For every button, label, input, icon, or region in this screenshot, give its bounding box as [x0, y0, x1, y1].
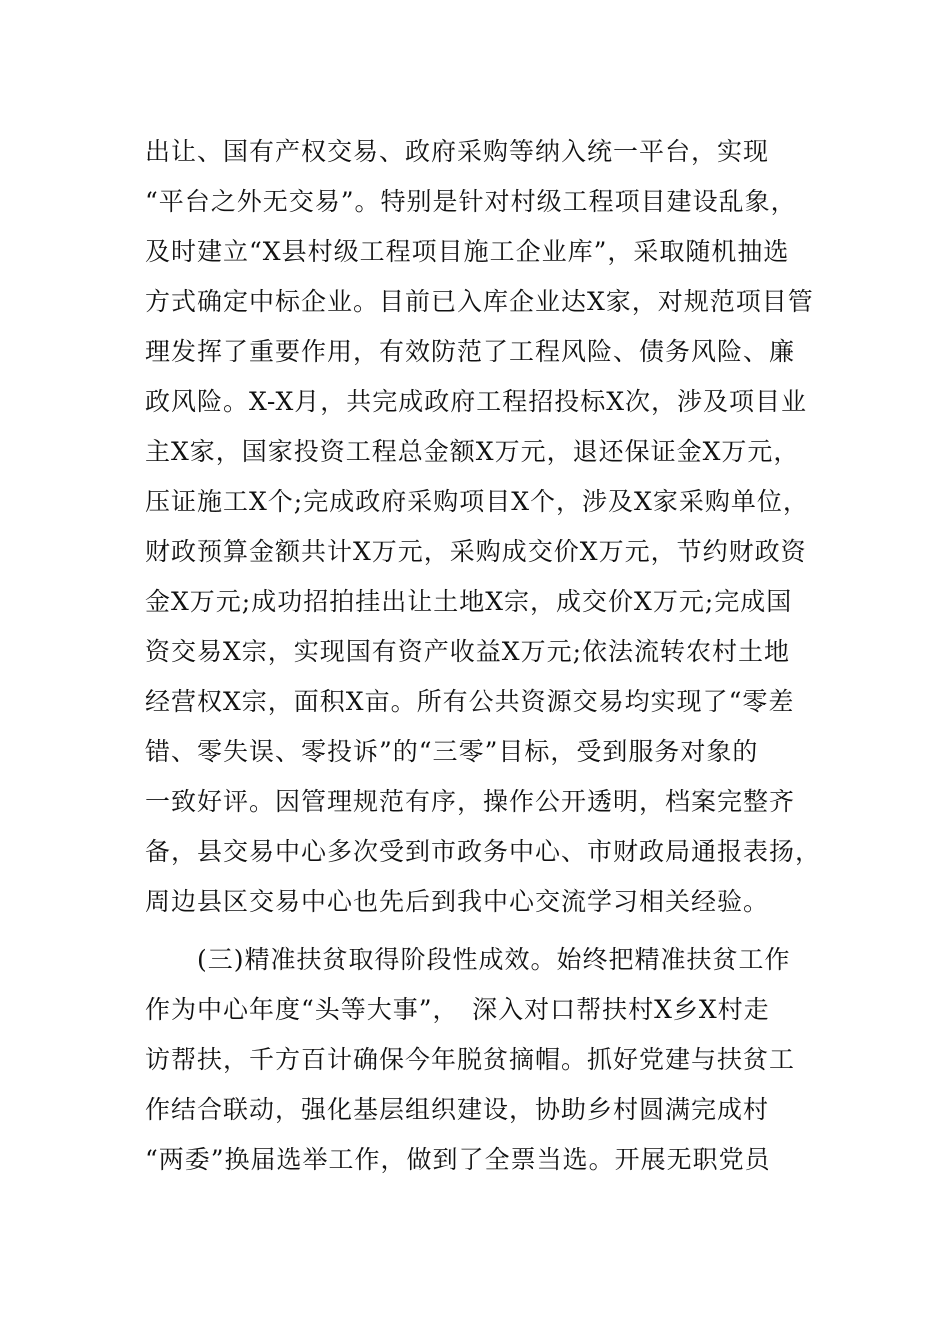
- text-line: 一致好评。因管理规范有序，操作公开透明，档案完整齐: [145, 787, 796, 816]
- text-line: 备，县交易中心多次受到市政务中心、市财政局通报表扬，: [145, 837, 822, 866]
- text-line: 及时建立“X县村级工程项目施工企业库”，采取随机抽选: [145, 237, 790, 266]
- text-line: 理发挥了重要作用，有效防范了工程风险、债务风险、廉: [145, 337, 796, 366]
- text-line: 作结合联动，强化基层组织建设，协助乡村圆满完成村: [145, 1095, 770, 1124]
- text-line: 周边县区交易中心也先后到我中心交流学习相关经验。: [145, 887, 770, 916]
- section-heading-line: (三)精准扶贫取得阶段性成效。始终把精准扶贫工作: [145, 945, 791, 974]
- text-line: 主X家，国家投资工程总金额X万元，退还保证金X万元，: [145, 437, 800, 466]
- text-line: 错、零失误、零投诉”的“三零”目标，受到服务对象的: [145, 737, 759, 766]
- text-line: 经营权X宗，面积X亩。所有公共资源交易均实现了“零差: [145, 687, 795, 716]
- text-line: 方式确定中标企业。目前已入库企业达X家，对规范项目管: [145, 287, 814, 316]
- text-line: “平台之外无交易”。特别是针对村级工程项目建设乱象，: [145, 187, 797, 216]
- text-line: 金X万元;成功招拍挂出让土地X宗，成交价X万元;完成国: [145, 587, 793, 616]
- text-line: 政风险。X-X月，共完成政府工程招投标X次，涉及项目业: [145, 387, 808, 416]
- text-line: 出让、国有产权交易、政府采购等纳入统一平台，实现: [145, 137, 770, 166]
- text-line: “两委”换届选举工作，做到了全票当选。开展无职党员: [145, 1145, 771, 1174]
- text-line: 压证施工X个;完成政府采购项目X个，涉及X家采购单位，: [145, 487, 809, 516]
- text-line: 资交易X宗，实现国有资产收益X万元;依法流转农村土地: [145, 637, 791, 666]
- text-line: 访帮扶，千方百计确保今年脱贫摘帽。抓好党建与扶贫工: [145, 1045, 796, 1074]
- text-line: 作为中心年度“头等大事”， 深入对口帮扶村X乡X村走: [145, 995, 770, 1024]
- text-line: 财政预算金额共计X万元，采购成交价X万元，节约财政资: [145, 537, 807, 566]
